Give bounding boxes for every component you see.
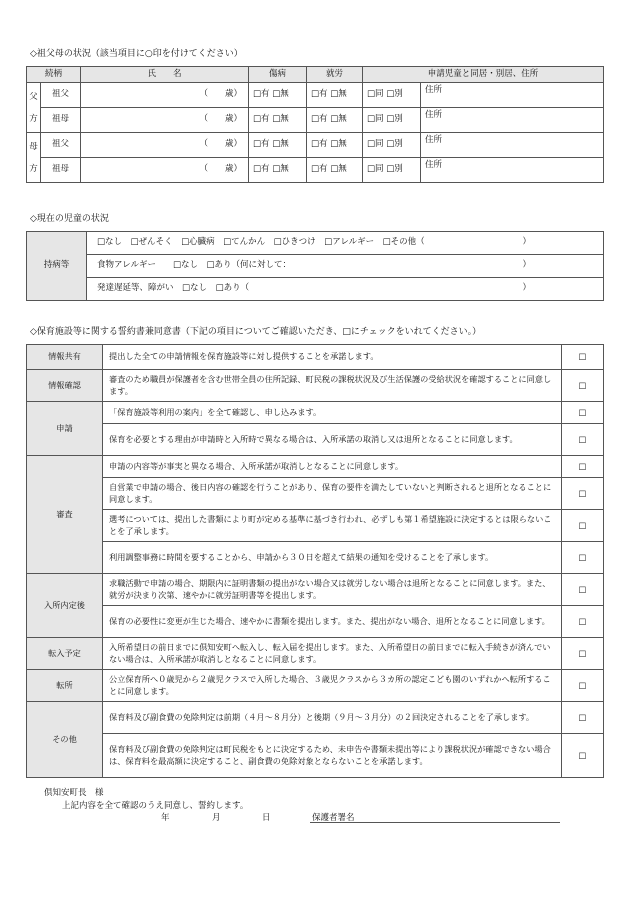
consent-checkbox[interactable]: □ <box>562 510 604 542</box>
consent-text: 提出した全ての申請情報を保育施設等に対し提供することを承諾します。 <box>103 345 562 370</box>
signature-label: 保護者署名 <box>312 813 355 823</box>
consent-checkbox[interactable]: □ <box>562 456 604 478</box>
consent-text: 保育を必要とする理由が申請時と入所時で異なる場合は、入所承諾の取消し又は退所となることに同意します。 <box>103 424 562 456</box>
relation-header: 続柄 <box>27 67 81 83</box>
name-field[interactable]: （ 歳） <box>81 133 249 158</box>
consent-checkbox[interactable]: □ <box>562 402 604 424</box>
category-info-sharing: 情報共有 <box>27 345 103 370</box>
name-field[interactable]: （ 歳） <box>81 158 249 183</box>
consent-text: 自営業で申請の場合、後日内容の確認を行うことがあり、保育の要件を満たしていないと判断されると退所となることに同意します。 <box>103 478 562 510</box>
consent-checkbox[interactable]: □ <box>562 638 604 670</box>
work-checkbox[interactable]: □有 □無 <box>307 108 363 133</box>
illness-checkbox[interactable]: □有 □無 <box>249 83 307 108</box>
paternal-label: 父 方 <box>27 83 41 133</box>
consent-statement: 上記内容を全て確認のうえ同意し、誓約します。 <box>62 801 249 811</box>
developmental-delay-options[interactable]: 発達遅延等、障がい □なし □あり（ ） <box>87 278 604 301</box>
consent-text: 保育料及び副食費の免除判定は町民税をもとに決定するため、未申告や書類未提出等により課税状況が確認できない場合は、保育料を最高額に決定すること、副食費の免除対象とならないことを承諾します。 <box>103 734 562 778</box>
addressee: 倶知安町長 様 <box>44 788 104 798</box>
name-header: 氏 名 <box>81 67 249 83</box>
illness-options[interactable]: □なし □ぜんそく □心臓病 □てんかん □ひきつけ □アレルギー □その他（ ） <box>87 232 604 255</box>
table-row <box>27 108 604 133</box>
table-row <box>27 133 604 158</box>
table-row <box>27 158 604 183</box>
day-label: 日 <box>262 813 271 823</box>
consent-checkbox[interactable]: □ <box>562 574 604 606</box>
food-allergy-options[interactable]: 食物アレルギー □なし □あり（何に対して： ） <box>87 255 604 278</box>
consent-text: 利用調整事務に時間を要することから、申請から３０日を超えて結果の通知を受けることを了承します。 <box>103 542 562 574</box>
child-status-title: ◇現在の児童の状況 <box>30 214 109 224</box>
residence-checkbox[interactable]: □同 □別 <box>363 158 421 183</box>
residence-checkbox[interactable]: □同 □別 <box>363 133 421 158</box>
relation-cell: 祖父 <box>41 83 81 108</box>
chronic-illness-label: 持病等 <box>27 232 87 301</box>
year-label: 年 <box>161 813 170 823</box>
work-header: 就労 <box>307 67 363 83</box>
name-field[interactable]: （ 歳） <box>81 83 249 108</box>
category-transfer: 転所 <box>27 670 103 702</box>
signature-line[interactable] <box>310 822 560 823</box>
consent-text: 保育の必要性に変更が生じた場合、速やかに書類を提出します。また、提出がない場合、退所となることに同意します。 <box>103 606 562 638</box>
work-checkbox[interactable]: □有 □無 <box>307 83 363 108</box>
month-label: 月 <box>212 813 221 823</box>
work-checkbox[interactable]: □有 □無 <box>307 133 363 158</box>
consent-text: 申請の内容等が事実と異なる場合、入所承諾が取消しとなることに同意します。 <box>103 456 562 478</box>
residence-header: 申請児童と同居・別居、住所 <box>363 67 604 83</box>
consent-table <box>26 344 604 778</box>
work-checkbox[interactable]: □有 □無 <box>307 158 363 183</box>
residence-checkbox[interactable]: □同 □別 <box>363 108 421 133</box>
consent-text: 公立保育所へ０歳児から２歳児クラスで入所した場合、３歳児クラスから３カ所の認定こども園のいずれかへ転所することに同意します。 <box>103 670 562 702</box>
category-application: 申請 <box>27 402 103 456</box>
consent-checkbox[interactable]: □ <box>562 542 604 574</box>
consent-text: 入所希望日の前日までに倶知安町へ転入し、転入届を提出します。また、入所希望日の前日までに転入手続きが済んでいない場合は、入所承諾が取消しとなることに同意します。 <box>103 638 562 670</box>
address-field[interactable]: 住所 <box>421 158 604 183</box>
illness-checkbox[interactable]: □有 □無 <box>249 108 307 133</box>
illness-checkbox[interactable]: □有 □無 <box>249 133 307 158</box>
consent-text: 「保育施設等利用の案内」を全て確認し、申し込みます。 <box>103 402 562 424</box>
consent-title: ◇保育施設等に関する誓約書兼同意書（下記の項目についてご確認いただき、□にチェックをいれてください。） <box>30 327 482 337</box>
illness-header: 傷病 <box>249 67 307 83</box>
relation-cell: 祖母 <box>41 158 81 183</box>
maternal-label: 母 方 <box>27 133 41 183</box>
consent-checkbox[interactable]: □ <box>562 370 604 402</box>
consent-text: 保育料及び副食費の免除判定は前期（４月～８月分）と後期（９月～３月分）の２回決定されることを了承します。 <box>103 702 562 734</box>
residence-checkbox[interactable]: □同 □別 <box>363 83 421 108</box>
illness-checkbox[interactable]: □有 □無 <box>249 158 307 183</box>
consent-text: 求職活動で申請の場合、期限内に証明書類の提出がない場合又は就労しない場合は退所となることに同意します。また、就労が決まり次第、速やかに就労証明書等を提出します。 <box>103 574 562 606</box>
address-field[interactable]: 住所 <box>421 108 604 133</box>
child-status-table <box>26 231 604 301</box>
address-field[interactable]: 住所 <box>421 83 604 108</box>
consent-checkbox[interactable]: □ <box>562 670 604 702</box>
category-after-admission: 入所内定後 <box>27 574 103 638</box>
table-row <box>27 83 604 108</box>
name-field[interactable]: （ 歳） <box>81 108 249 133</box>
grandparents-title: ◇祖父母の状況（該当項目に○印を付けてください） <box>30 49 243 59</box>
consent-text: 審査のため職員が保護者を含む世帯全員の住所記録、町民税の課税状況及び生活保護の受給状況を確認することに同意します。 <box>103 370 562 402</box>
address-field[interactable]: 住所 <box>421 133 604 158</box>
relation-cell: 祖父 <box>41 133 81 158</box>
category-info-check: 情報確認 <box>27 370 103 402</box>
consent-checkbox[interactable]: □ <box>562 424 604 456</box>
category-screening: 審査 <box>27 456 103 574</box>
relation-cell: 祖母 <box>41 108 81 133</box>
consent-checkbox[interactable]: □ <box>562 734 604 778</box>
consent-checkbox[interactable]: □ <box>562 702 604 734</box>
grandparents-table <box>26 66 604 183</box>
category-other: その他 <box>27 702 103 778</box>
consent-text: 選考については、提出した書類により町が定める基準に基づき行われ、必ずしも第１希望施設に決定するとは限らないことを了承します。 <box>103 510 562 542</box>
consent-checkbox[interactable]: □ <box>562 345 604 370</box>
consent-checkbox[interactable]: □ <box>562 478 604 510</box>
category-move-in: 転入予定 <box>27 638 103 670</box>
consent-checkbox[interactable]: □ <box>562 606 604 638</box>
